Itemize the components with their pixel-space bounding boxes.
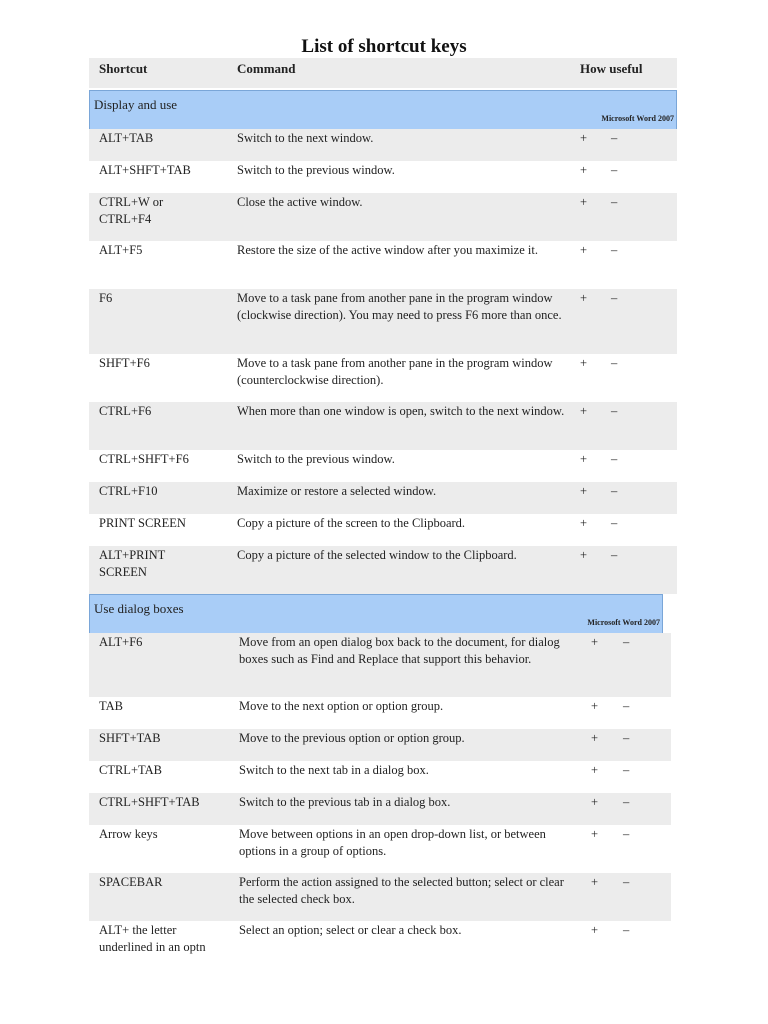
plus-rating[interactable]: + [591,795,599,809]
section-display-and-use [89,90,677,132]
shortcut-cell: ALT+F5 [99,243,143,257]
table-row [89,825,671,873]
shortcut-cell: ALT+TAB [99,131,154,145]
command-cell: Restore the size of the active window after you maximize it. [237,243,538,257]
minus-rating[interactable]: – [611,243,618,257]
command-cell: Switch to the next window. [237,131,374,145]
shortcut-cell: ALT+ the letter underlined in an optn [99,923,206,954]
command-cell: Maximize or restore a selected window. [237,484,437,498]
minus-rating[interactable]: – [623,635,630,649]
shortcut-cell: F6 [99,291,113,305]
shortcut-cell: SPACEBAR [99,875,163,889]
minus-rating[interactable]: – [623,763,630,777]
page-title: List of shortcut keys [301,36,467,57]
table-row [89,633,671,697]
table-row [89,241,677,289]
minus-rating[interactable]: – [623,795,630,809]
minus-rating[interactable]: – [611,516,618,530]
table-row [89,729,671,761]
minus-rating[interactable]: – [611,548,618,562]
plus-rating[interactable]: + [580,243,588,257]
plus-rating[interactable]: + [591,763,599,777]
shortcut-cell: PRINT SCREEN [99,516,186,530]
section-label: Use dialog boxes [94,601,184,616]
table-row [89,482,677,514]
plus-rating[interactable]: + [580,548,588,562]
shortcut-cell: CTRL+F10 [99,484,158,498]
plus-rating[interactable]: + [580,131,588,145]
minus-rating[interactable]: – [623,875,630,889]
shortcut-cell: CTRL+TAB [99,763,162,777]
command-cell: Move to a task pane from another pane in the program window (counterclockwise direction). [237,356,553,387]
table-row [89,161,677,193]
header-shortcut: Shortcut [99,61,148,76]
shortcut-cell: ALT+F6 [99,635,143,649]
command-cell: Move between options in an open drop-down list, or between options in a group of options. [239,827,546,858]
table-row [89,129,677,161]
plus-rating[interactable]: + [580,195,588,209]
plus-rating[interactable]: + [580,484,588,498]
table-row [89,514,677,546]
plus-rating[interactable]: + [591,875,599,889]
minus-rating[interactable]: – [623,923,630,937]
command-cell: Move to the next option or option group. [239,699,444,713]
section-use-dialog-boxes [89,594,663,636]
minus-rating[interactable]: – [611,484,618,498]
shortcut-cell: TAB [99,699,123,713]
plus-rating[interactable]: + [580,291,588,305]
shortcut-cell: CTRL+F6 [99,404,152,418]
minus-rating[interactable]: – [623,699,630,713]
section-subtitle: Microsoft Word 2007 [601,114,674,123]
command-cell: Close the active window. [237,195,363,209]
table-row [89,873,671,921]
section-label: Display and use [94,97,178,112]
minus-rating[interactable]: – [611,195,618,209]
minus-rating[interactable]: – [611,291,618,305]
command-cell: Select an option; select or clear a check box. [239,923,462,937]
shortcut-cell: Arrow keys [99,827,158,841]
command-cell: Copy a picture of the screen to the Clipboard. [237,516,466,530]
shortcut-cell: CTRL+SHFT+TAB [99,795,200,809]
table-row [89,761,671,793]
header-how-useful: How useful [580,61,643,76]
command-cell: Move to a task pane from another pane in the program window (clockwise direction). You may need to press F6 more than once. [237,291,562,322]
table-row [89,697,671,729]
plus-rating[interactable]: + [591,923,599,937]
shortcut-cell: SHFT+TAB [99,731,161,745]
table-row [89,354,677,402]
table-row [89,402,677,450]
table-row [89,793,671,825]
command-cell: When more than one window is open, switch to the next window. [237,404,565,418]
plus-rating[interactable]: + [580,356,588,370]
minus-rating[interactable]: – [611,131,618,145]
command-cell: Move from an open dialog box back to the document, for dialog boxes such as Find and Replace that support this behavior. [239,635,560,666]
plus-rating[interactable]: + [591,635,599,649]
command-cell: Copy a picture of the selected window to the Clipboard. [237,548,517,562]
shortcut-cell: ALT+PRINT SCREEN [99,548,166,579]
command-cell: Switch to the previous window. [237,163,395,177]
shortcut-cell: CTRL+SHFT+F6 [99,452,189,466]
minus-rating[interactable]: – [623,827,630,841]
minus-rating[interactable]: – [611,404,618,418]
plus-rating[interactable]: + [580,452,588,466]
table-row [89,546,677,594]
plus-rating[interactable]: + [580,163,588,177]
table-row [89,450,677,482]
section-subtitle: Microsoft Word 2007 [587,618,660,627]
plus-rating[interactable]: + [591,827,599,841]
command-cell: Move to the previous option or option group. [239,731,465,745]
minus-rating[interactable]: – [611,356,618,370]
command-cell: Switch to the previous window. [237,452,395,466]
minus-rating[interactable]: – [611,163,618,177]
command-cell: Perform the action assigned to the selected button; select or clear the selected check box. [239,875,564,906]
plus-rating[interactable]: + [591,731,599,745]
table-header [89,58,677,88]
shortcut-cell: SHFT+F6 [99,356,150,370]
table-row [89,289,677,354]
shortcut-cell: ALT+SHFT+TAB [99,163,191,177]
table-row [89,193,677,241]
minus-rating[interactable]: – [611,452,618,466]
plus-rating[interactable]: + [591,699,599,713]
shortcut-cell: CTRL+W or CTRL+F4 [99,195,164,226]
command-cell: Switch to the previous tab in a dialog box. [239,795,451,809]
plus-rating[interactable]: + [580,516,588,530]
command-cell: Switch to the next tab in a dialog box. [239,763,429,777]
table-row [89,921,671,961]
minus-rating[interactable]: – [623,731,630,745]
plus-rating[interactable]: + [580,404,588,418]
header-command: Command [237,61,296,76]
